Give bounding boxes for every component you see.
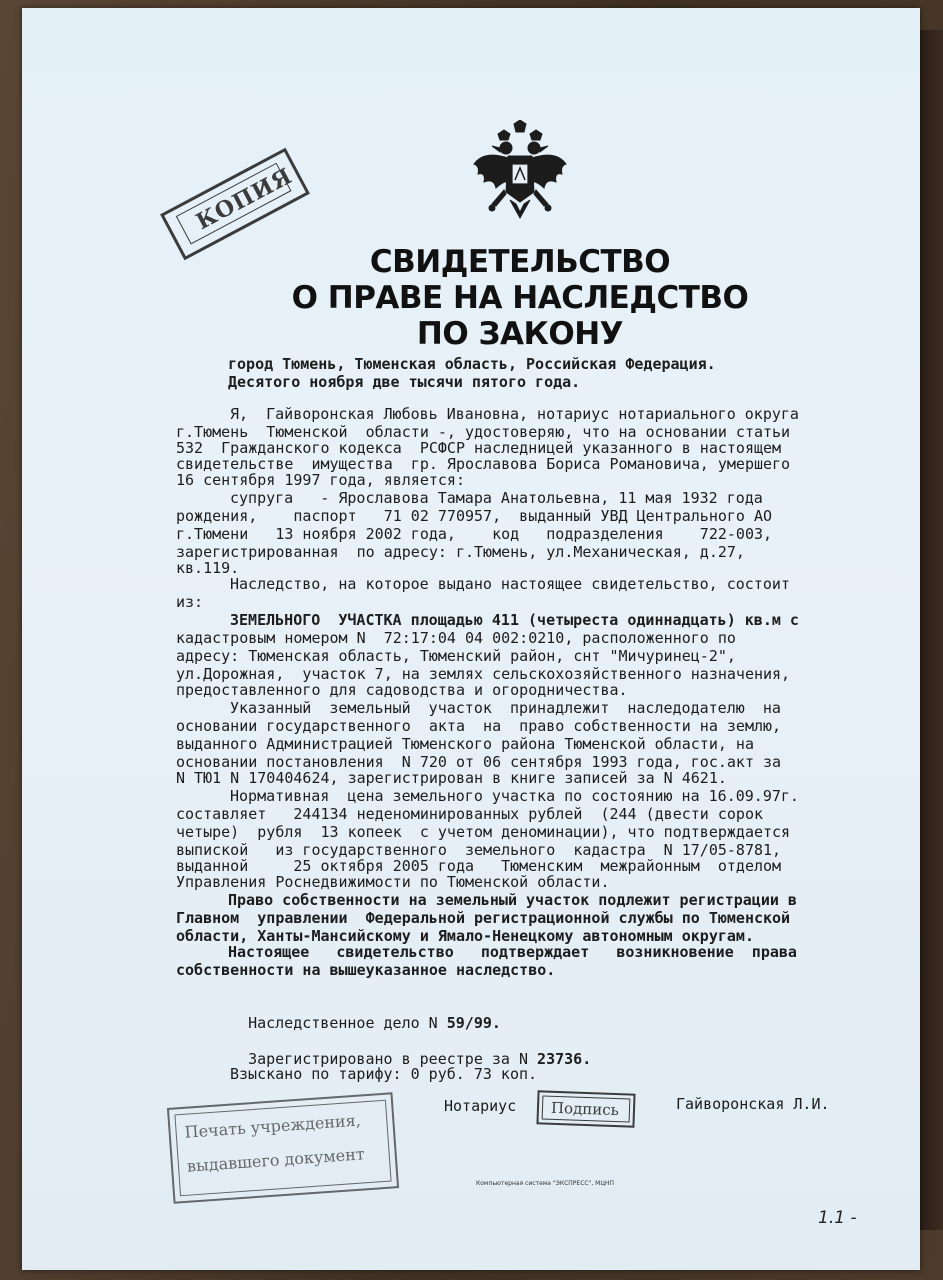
case-number xyxy=(230,998,501,1032)
body-line: основании государственного акта на право собственности на землю, xyxy=(176,717,782,735)
body-line: N ТЮ1 N 170404624, зарегистрирован в книге записей за N 4621. xyxy=(176,769,727,787)
case-number-label: Наследственное дело N xyxy=(248,1014,447,1032)
document-title-line-3: ПО ЗАКОНУ xyxy=(416,316,624,352)
body-line: Управления Роснедвижимости по Тюменской области. xyxy=(176,873,610,891)
body-line: четыре) рубля 13 копеек с учетом деноминации), что подтверждается xyxy=(176,823,791,841)
registration-notice-line: Право собственности на земельный участок подлежит регистрации в xyxy=(228,891,797,909)
body-line: выпиской из государственного земельного кадастра N 17/05-8781, xyxy=(176,841,782,859)
seal-stamp xyxy=(167,1092,399,1204)
land-plot-line: кадастровым номером N 72:17:04 04 002:0210, расположенного по xyxy=(176,629,736,647)
software-footer: Компьютерная система "ЭКСПРЕСС", МЦНП xyxy=(476,1180,615,1187)
document-title-line-2: О ПРАВЕ НА НАСЛЕДСТВО xyxy=(291,280,749,316)
body-line: Нормативная цена земельного участка по состоянию на 16.09.97г. xyxy=(230,787,799,805)
confirmation-line: Настоящее свидетельство подтверждает возникновение права xyxy=(228,943,797,961)
registration-notice-line: области, Ханты-Мансийскому и Ямало-Ненецкому автономным округам. xyxy=(176,927,754,945)
registry-number-label: Зарегистрировано в реестре за N xyxy=(248,1050,538,1068)
registration-notice-line: Главном управлении Федеральной регистрационной службы по Тюменской xyxy=(176,909,791,927)
coat-of-arms-icon xyxy=(470,120,570,232)
notary-title: Нотариус xyxy=(444,1097,517,1115)
registry-number xyxy=(230,1034,591,1068)
body-line: Я, Гайворонская Любовь Ивановна, нотариус нотариального округа xyxy=(230,405,799,423)
fee-line: Взыскано по тарифу: 0 руб. 73 коп. xyxy=(230,1065,538,1083)
body-line: 16 сентября 1997 года, является: xyxy=(176,471,465,489)
land-plot-line: ЗЕМЕЛЬНОГО УЧАСТКА площадью 411 (четыреста одиннадцать) кв.м с xyxy=(230,611,799,629)
body-line: выданного Администрацией Тюменского района Тюменской области, на xyxy=(176,735,754,753)
adjacent-sheet-edge xyxy=(920,30,943,1230)
land-plot-line: адресу: Тюменская область, Тюменский район, снт "Мичуринец-2", xyxy=(176,647,736,665)
notary-name: Гайворонская Л.И. xyxy=(676,1095,830,1113)
body-line: 532 Гражданского кодекса РСФСР наследницей указанного в настоящем xyxy=(176,439,782,457)
body-line: из: xyxy=(176,593,204,611)
body-line: кв.119. xyxy=(176,559,240,577)
seal-stamp-text: Печать учреждения, xyxy=(184,1110,362,1142)
body-line: основании постановления N 720 от 06 сентября 1993 года, гос.акт за xyxy=(176,753,782,771)
page-mark: 1.1 - xyxy=(818,1208,857,1228)
signature-stamp-text: Подпись xyxy=(550,1098,620,1120)
document-title-line-1: СВИДЕТЕЛЬСТВО xyxy=(369,244,671,280)
body-line: выданной 25 октября 2005 года Тюменским межрайонным отделом xyxy=(176,857,782,875)
body-line: г.Тюмени 13 ноября 2002 года, код подразделения 722-003, xyxy=(176,525,773,543)
body-line: зарегистрированная по адресу: г.Тюмень, ул.Механическая, д.27, xyxy=(176,543,745,561)
body-line: составляет 244134 неденоминированных рублей (244 (двести сорок xyxy=(176,805,763,823)
copy-stamp-text: КОПИЯ xyxy=(191,162,297,236)
land-plot-line: ул.Дорожная, участок 7, на землях сельскохозяйственного назначения, xyxy=(176,665,791,683)
header-place: город Тюмень, Тюменская область, Российская Федерация. xyxy=(228,355,716,373)
case-number-value: 59/99. xyxy=(446,1014,501,1032)
body-line: Указанный земельный участок принадлежит наследодателю на xyxy=(230,699,781,717)
body-line: Наследство, на которое выдано настоящее свидетельство, состоит xyxy=(230,575,790,593)
heir-line: супруга - Ярославова Тамара Анатольевна, 11 мая 1932 года xyxy=(230,489,763,507)
registry-number-value: 23736. xyxy=(537,1050,592,1068)
land-plot-line: предоставленного для садоводства и огородничества. xyxy=(176,681,628,699)
seal-stamp-text: выдавшего документ xyxy=(186,1144,366,1176)
header-date: Десятого ноября две тысячи пятого года. xyxy=(228,373,581,391)
body-line: свидетельстве имущества гр. Ярославова Бориса Романовича, умершего xyxy=(176,455,791,473)
body-line: рождения, паспорт 71 02 770957, выданный УВД Центрального АО xyxy=(176,507,773,525)
confirmation-line: собственности на вышеуказанное наследство. xyxy=(176,961,556,979)
signature-stamp xyxy=(536,1090,635,1127)
body-line: г.Тюмень Тюменской области -, удостоверяю, что на основании статьи xyxy=(176,423,791,441)
